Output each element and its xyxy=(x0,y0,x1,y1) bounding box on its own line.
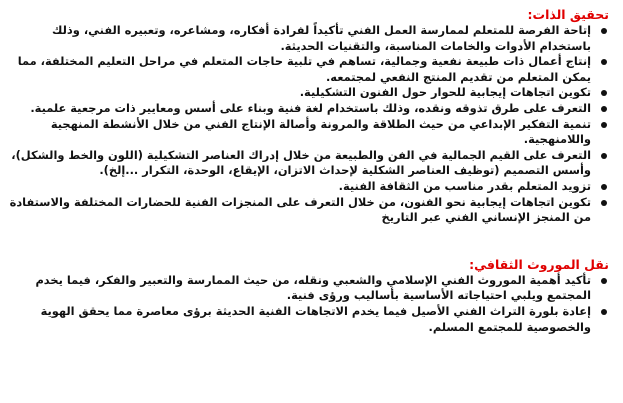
bullet-icon xyxy=(601,28,607,34)
bullet-icon xyxy=(601,200,607,206)
document-page xyxy=(6,6,617,398)
bullet-list-self-realization xyxy=(6,23,609,226)
bullet-icon xyxy=(601,153,607,159)
list-item-text: تزويد المتعلم بقدر مناسب من الثقافة الفنية. xyxy=(338,178,591,193)
bullet-icon xyxy=(601,309,607,315)
list-item-text: التعرف على طرق تذوقه ونقده، وذلك باستخدام لغة فنية وبناء على أسس ومعايير ذات مرجعية علمية. xyxy=(30,100,591,115)
bullet-icon xyxy=(601,106,607,112)
bullet-icon xyxy=(601,59,607,65)
list-item-text: التعرف على القيم الجمالية في الفن والطبيعة من خلال إدراك العناصر التشكيلية (اللون والخط والشكل)، وأسس التصميم (توظيف العناصر الشكلية لإحداث الاتزان، الإيقاع، الوحدة، التكرار ...إلخ). xyxy=(11,147,591,178)
list-item xyxy=(6,23,609,54)
bullet-icon xyxy=(601,122,607,128)
list-item xyxy=(6,117,609,148)
list-item xyxy=(6,54,609,85)
list-item xyxy=(6,148,609,179)
list-item-text: إنتاج أعمال ذات طبيعة نفعية وجمالية، تساهم في تلبية حاجات المتعلم في مراحل التعليم المختلفة، مما يمكن المتعلم من تقديم المنتج النفعي لمجتمعه. xyxy=(17,54,591,84)
section-title-self-realization: تحقيق الذات: xyxy=(527,7,609,22)
bullet-list-cultural-heritage xyxy=(6,273,609,335)
section-title-cultural-heritage: نقل الموروث الثقافي: xyxy=(469,256,609,272)
bullet-icon xyxy=(601,278,607,284)
list-item-text: إعادة بلورة التراث الفني الأصيل فيما يخدم الاتجاهات الفنية الحديثة برؤى معاصرة مما يحقق الهوية والخصوصية للمجتمع المسلم. xyxy=(40,303,591,334)
list-item-text: تكوين اتجاهات إيجابية للحوار حول الفنون التشكيلية. xyxy=(299,85,591,100)
list-item-text: إتاحة الفرصة للمتعلم لممارسة العمل الفني تأكيداً لفرادة أفكاره، ومشاعره، وتعبيره الفني، وذلك باستخدام الأدوات والخامات المناسبة، والتقنيات الحديثة. xyxy=(52,23,591,53)
list-item xyxy=(6,195,609,226)
list-item xyxy=(6,179,609,195)
list-item-text: تنمية التفكير الإبداعي من حيث الطلاقة والمرونة وأصالة الإنتاج الفني من خلال الأنشطة المنهجية واللامنهجية. xyxy=(50,116,591,147)
list-item-text: تأكيد أهمية الموروث الفني الإسلامي والشعبي ونقله، من حيث الممارسة والتعبير والفكر، فيما يخدم المجتمع ويلبي احتياجاته الأساسية بأساليب ورؤى فنية. xyxy=(35,272,591,303)
list-item xyxy=(6,273,609,304)
list-item xyxy=(6,101,609,117)
list-item xyxy=(6,85,609,101)
list-item-text: تكوين اتجاهات إيجابية نحو الفنون، من خلال التعرف على المنجزات الفنية للحضارات المختلفة والاستفادة من المنجز الإنساني الفني عبر التاريخ xyxy=(9,194,591,225)
bullet-icon xyxy=(601,90,607,96)
list-item xyxy=(6,304,609,335)
bullet-icon xyxy=(601,184,607,190)
